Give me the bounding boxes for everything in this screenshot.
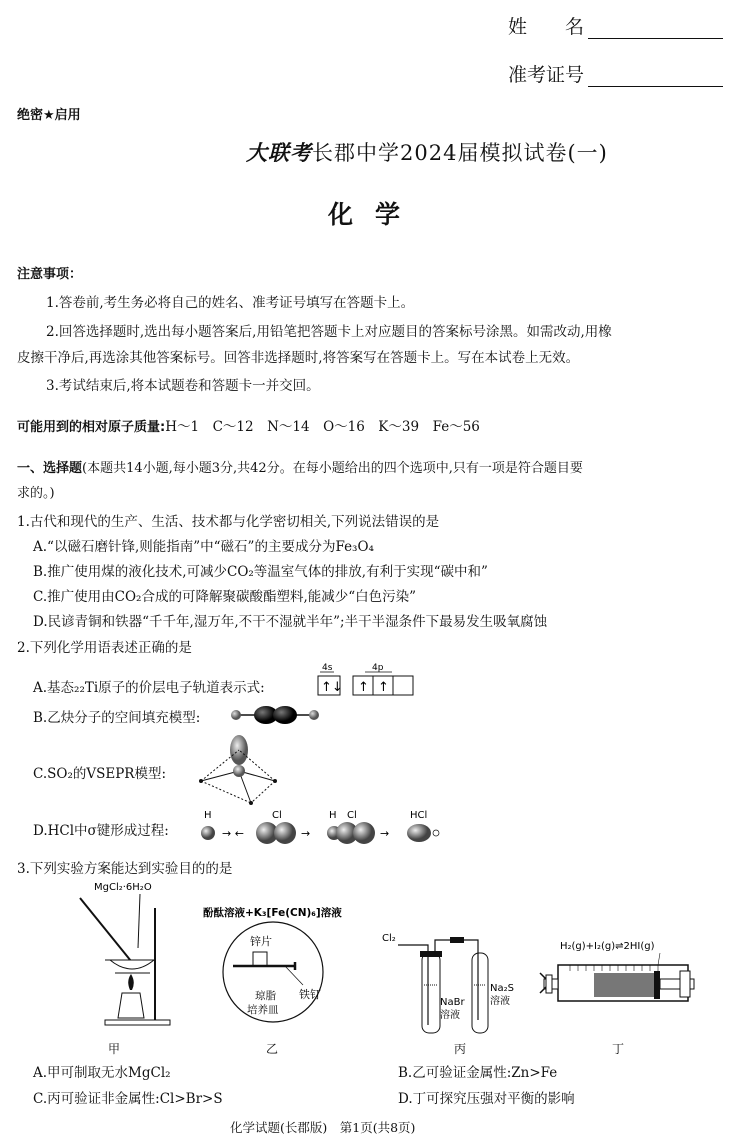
section-desc: (本题共14小题,每小题3分,共42分。在每小题给出的四个选项中,只有一项是符合题目要	[82, 461, 583, 476]
acetylene-model	[226, 700, 326, 730]
ding-gas-mixture	[594, 973, 654, 997]
q1-option-d: D.民谚青铜和铁器“千千年,湿万年,不干不湿就半年”;半干半湿条件下最易发生吸氧腐蚀	[33, 614, 548, 630]
page-footer: 化学试题(长郡版) 第1页(共8页)	[230, 1120, 416, 1135]
cl-orbital-lobe-right	[274, 822, 296, 844]
q3-option-d: D.丁可探究压强对平衡的影响	[398, 1091, 575, 1107]
orbital-4p-electron-2: ↑	[378, 680, 389, 695]
q1-option-c: C.推广使用由CO₂合成的可降解聚碳酸酯塑料,能减少“白色污染”	[33, 589, 417, 605]
arrow-2: →	[301, 827, 311, 840]
apparatus-yi	[195, 900, 375, 1040]
hcl-label-h2: H	[329, 810, 337, 821]
q3-option-b: B.乙可验证金属性:Zn>Fe	[398, 1065, 558, 1081]
ding-equation: H₂(g)+I₂(g)⇌2HI(g)	[560, 941, 655, 952]
figure-label-ding: 丁	[612, 1042, 625, 1056]
yi-agar-label: 琼脂	[255, 990, 276, 1002]
notice-item-1: 1.答卷前,考生务必将自己的姓名、准考证号填写在答题卡上。	[46, 295, 415, 311]
hcl-orbital	[407, 824, 431, 842]
notice-item-3: 3.考试结束后,将本试题卷和答题卡一并交回。	[46, 378, 320, 394]
hcl-label-hcl: HCl	[410, 810, 428, 821]
title-brand: 大联考	[246, 140, 312, 165]
atomic-mass-line	[17, 415, 480, 435]
cl-orbital-2b	[353, 822, 375, 844]
page-title	[246, 137, 608, 167]
bing-na2s-solution: 溶液	[490, 996, 510, 1007]
q1-stem: 1.古代和现代的生产、生活、技术都与化学密切相关,下列说法错误的是	[17, 514, 440, 530]
hcl-label-cl2: Cl	[347, 810, 357, 821]
notice-item-2-cont: 皮擦干净后,再选涂其他答案标号。回答非选择题时,将答案写在答题卡上。写在本试卷上无效。	[17, 350, 580, 366]
bing-nabr-solution: 溶液	[440, 1010, 460, 1021]
jia-glass-rod	[80, 898, 135, 966]
acetylene-h-atom-right	[309, 710, 319, 720]
subject-title: 化学	[328, 200, 423, 229]
q2-option-c: C.SO₂的VSEPR模型:	[33, 766, 167, 782]
acetylene-c-atom-right	[273, 706, 297, 724]
hcl-bond-formation	[196, 805, 446, 850]
section-heading	[17, 457, 583, 476]
orbital-4p-electron-1: ↑	[358, 680, 369, 695]
yi-zinc-plate	[253, 952, 267, 966]
q2-option-b: B.乙炔分子的空间填充模型:	[33, 710, 201, 726]
orbital-4p-box-3	[393, 676, 413, 695]
q3-stem: 3.下列实验方案能达到实验目的的是	[17, 861, 233, 877]
oxygen-position-2	[273, 779, 277, 783]
q1-option-b: B.推广使用煤的液化技术,可减少CO₂等温室气体的排放,有利于实现“碳中和”	[33, 564, 488, 580]
yi-dish-label: 培养皿	[247, 1004, 279, 1016]
orbital-4s-label: 4s	[322, 663, 333, 673]
name-blank-line	[588, 18, 723, 39]
hcl-label-cl1: Cl	[272, 810, 282, 821]
atomic-mass-label: 可能用到的相对原子质量:	[17, 420, 166, 435]
secret-mark: 绝密★启用	[17, 108, 81, 123]
apparatus-bing	[380, 925, 530, 1040]
figure-label-yi: 乙	[266, 1042, 279, 1056]
apparatus-jia	[60, 878, 200, 1038]
jia-label-leader	[138, 894, 140, 948]
bing-tube-1	[422, 953, 440, 1033]
yi-reagent-label: 酚酞溶液+K₃[Fe(CN)₆]溶液	[203, 907, 342, 919]
orbital-diagram	[310, 660, 420, 700]
exam-id-label: 准考证号	[508, 64, 585, 86]
bing-na2s-label: Na₂S	[490, 983, 514, 994]
bing-nabr-label: NaBr	[440, 997, 465, 1008]
figure-label-bing: 丙	[454, 1042, 467, 1056]
q3-option-c: C.丙可验证非金属性:Cl>Br>S	[33, 1091, 223, 1107]
orbital-4p-label: 4p	[372, 663, 384, 673]
title-rest: 长郡中学2024届模拟试卷(一)	[312, 141, 608, 165]
q2-option-d: D.HCl中σ键形成过程:	[33, 823, 169, 839]
name-field	[508, 12, 723, 39]
jia-reagent-label: MgCl₂·6H₂O	[94, 882, 152, 893]
orbital-4s-electrons: ↑↓	[321, 680, 343, 695]
q1-option-a: A.“以磁石磨针锋,则能指南”中“磁石”的主要成分为Fe₃O₄	[33, 539, 374, 555]
bing-cl2-label: Cl₂	[382, 933, 396, 944]
figure-label-jia: 甲	[108, 1042, 121, 1056]
notice-item-2: 2.回答选择题时,选出每小题答案后,用铅笔把答题卡上对应题目的答案标号涂黑。如需改动,用橡	[46, 324, 612, 340]
h-orbital-1	[201, 826, 215, 840]
arrow-3: →	[380, 827, 390, 840]
bing-tube-2	[472, 953, 488, 1033]
acetylene-h-atom-left	[231, 710, 241, 720]
oxygen-position-1	[199, 779, 203, 783]
q3-option-a: A.甲可制取无水MgCl₂	[33, 1065, 171, 1081]
arrow-1: → ←	[222, 827, 244, 840]
q2-stem: 2.下列化学用语表述正确的是	[17, 640, 192, 656]
ding-plunger-head	[654, 971, 660, 999]
yi-iron-label: 铁钉	[299, 988, 321, 1001]
jia-flame	[128, 974, 134, 990]
name-label: 姓 名	[508, 16, 585, 38]
jia-stand-base	[105, 1020, 170, 1025]
section-title: 一、选择题	[17, 461, 83, 476]
apparatus-ding	[530, 935, 700, 1035]
section-desc-cont: 求的。)	[17, 486, 55, 501]
hcl-label-h1: H	[204, 810, 212, 821]
q2-option-a: A.基态₂₂Ti原子的价层电子轨道表示式:	[33, 680, 265, 696]
jia-alcohol-lamp	[118, 993, 144, 1018]
jia-evaporating-dish	[110, 960, 154, 969]
exam-id-field	[508, 60, 723, 87]
vsepr-model	[195, 733, 285, 808]
yi-zinc-label: 锌片	[250, 935, 272, 948]
exam-id-blank-line	[588, 66, 723, 87]
notice-heading: 注意事项：	[17, 267, 83, 282]
atomic-mass-values: H～1 C～12 N～14 O～16 K～39 Fe～56	[165, 419, 480, 435]
sulfur-atom	[233, 765, 245, 777]
